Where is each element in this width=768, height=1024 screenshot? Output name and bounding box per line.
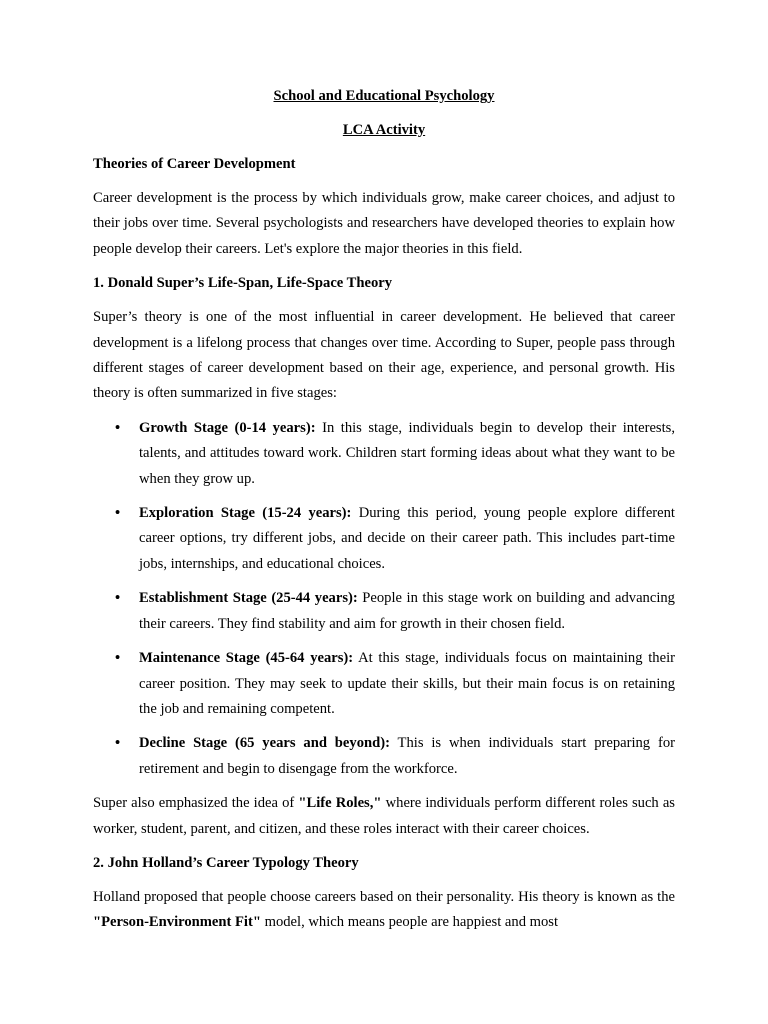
closing-text-after: where individuals perform different roles such as worker, student, parent, and citizen, and these roles interact with their career choices. [93, 795, 675, 837]
list-item [93, 646, 675, 722]
theory1-paragraph: Super’s theory is one of the most influential in career development. He believed that career development is a lifelong process that changes over time. According to Super, people pass through different stages of career development based on their age, experience, and personal growth. His theory is often summarized in five stages: [93, 309, 675, 402]
stages-list [93, 416, 675, 782]
section-heading: Theories of Career Development [93, 156, 296, 172]
theory2-heading: 2. John Holland’s Career Typology Theory [93, 854, 359, 871]
list-item [93, 416, 675, 492]
person-environment-fit-term: "Person-Environment Fit" [93, 914, 261, 931]
stage-text: At this stage, individuals focus on maintaining their career position. They may seek to update their skills, but their main focus is on retaining the job and remaining competent. [139, 650, 675, 717]
theory2-paragraph [93, 885, 675, 936]
document-subtitle: LCA Activity [342, 122, 426, 138]
life-roles-term: "Life Roles," [298, 795, 382, 812]
stage-label: Growth Stage (0-14 years): [139, 419, 316, 436]
intro-paragraph: Career development is the process by which individuals grow, make career choices, and adjust to their jobs over time. Several psychologists and researchers have developed theories to explain how people develop their careers. Let's explore the major theories in this field. [93, 190, 675, 257]
theory1-closing-paragraph [93, 791, 675, 842]
bullet-icon: • [115, 735, 121, 752]
stage-text: People in this stage work on building and advancing their careers. They find stability and aim for growth in their chosen field. [139, 590, 675, 632]
theory2-text-after: model, which means people are happiest and most [260, 914, 559, 931]
list-item [93, 731, 675, 782]
stage-label: Decline Stage (65 years and beyond): [139, 735, 390, 752]
bullet-icon: • [115, 650, 121, 667]
stage-label: Establishment Stage (25-44 years): [139, 590, 358, 607]
bullet-icon: • [115, 590, 121, 607]
stage-label: Maintenance Stage (45-64 years): [139, 650, 354, 667]
bullet-icon: • [115, 505, 121, 522]
stage-text: During this period, young people explore different career options, try different jobs, and decide on their career path. This includes part-time jobs, internships, and educational choices. [139, 505, 675, 572]
bullet-icon: • [115, 419, 121, 436]
theory2-text-before: Holland proposed that people choose careers based on their personality. His theory is known as the [93, 888, 675, 905]
document-title: School and Educational Psychology [273, 88, 495, 104]
closing-text-before: Super also emphasized the idea of [93, 795, 299, 812]
stage-text: This is when individuals start preparing for retirement and begin to disengage from the workforce. [139, 735, 675, 777]
stage-text: In this stage, individuals begin to develop their interests, talents, and attitudes toward work. Children start forming ideas about what they want to be when they grow up. [139, 419, 675, 487]
theory1-heading: 1. Donald Super’s Life-Span, Life-Space Theory [93, 275, 393, 292]
document-content [93, 84, 675, 945]
list-item [93, 586, 675, 637]
list-item [93, 501, 675, 577]
stage-label: Exploration Stage (15-24 years): [139, 505, 352, 522]
